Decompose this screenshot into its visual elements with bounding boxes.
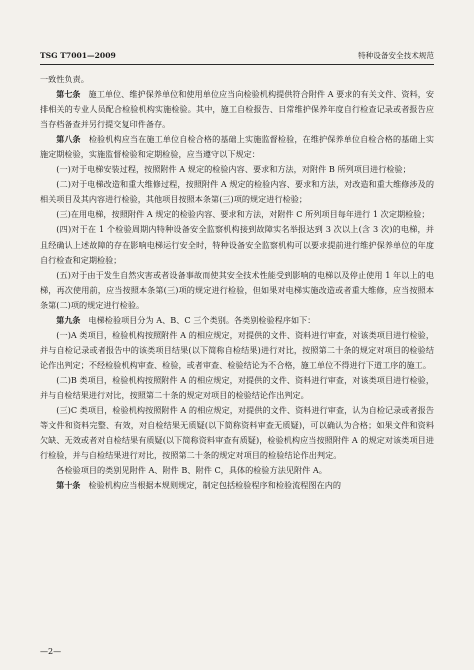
article-9-label: 第九条: [56, 315, 81, 325]
article-9-item-a: (一)A 类项目，检验机构按照附件 A 的相应规定，对提供的文件、资料进行审查，对该类项目进行检验，并与自检记录或者报告中的该类项目结果(以下简称自检结果)进行对比，按照第二十条的规定对项目的检验结论作出判定；不经检验机构审查、检验，或者审查、检验结论为不合格，施工单位不得进行下道工序的施工。: [40, 329, 434, 370]
article-9-item-b: (二)B 类项目，检验机构按照附件 A 的相应规定，对提供的文件、资料进行审查，对该类项目进行检验，并与自检结果进行对比，按照第二十条的规定对项目的检验结论作出判定。: [40, 374, 434, 400]
article-9-item-c: (三)C 类项目，检验机构按照附件 A 的相应规定，对提供的文件、资料进行审查，认为自检记录或者报告等文件和资料完整、有效，对自检结果无质疑(以下简称资料审查无质疑)，可以确认为合格；如果文件和资料欠缺、无效或者对自检结果有质疑(以下简称资料审查有质疑)，检验机构应当按照附件 A 的规定对该类项目进行检验，并与自检结果进行对比，按照第二十条的规定对项目的检验结论作出判定。: [40, 405, 434, 461]
article-8-text: 检验机构应当在施工单位自检合格的基础上实施监督检验，在维护保养单位自检合格的基础上实施定期检验，实施监督检验和定期检验，应当遵守以下规定：: [40, 134, 434, 160]
article-7: [40, 87, 434, 132]
page-header: [40, 50, 434, 62]
article-10-text: 检验机构应当根据本规则规定，制定包括检验程序和检验流程图在内的: [80, 480, 342, 491]
article-9-text: 电梯检验项目分为 A、B、C 三个类别。各类别检验程序如下：: [80, 314, 316, 325]
article-8-item-1: (一)对于电梯安装过程，按照附件 A 规定的检验内容、要求和方法，对附件 B 所列项目进行检验；: [56, 164, 411, 175]
header-rule: [40, 64, 434, 65]
article-8: [40, 132, 434, 162]
article-7-label: 第七条: [56, 90, 81, 100]
paragraph-continuation: 一致性负责。: [40, 74, 89, 84]
article-8-label: 第八条: [56, 135, 81, 145]
document-series-title: 特种设备安全技术规范: [358, 51, 434, 60]
article-10-label: 第十条: [56, 481, 81, 491]
article-8-item-5: (五)对于由于发生自然灾害或者设备事故而使其安全技术性能受到影响的电梯以及停止使用 1 年以上的电梯，再次使用前，应当按照本条第(三)项的规定进行检验，但如果对电梯实施改造或者重大维修，应当按照本条第(二)项的规定进行检验。: [40, 269, 434, 310]
page-number: —2—: [40, 647, 62, 656]
article-9: [40, 313, 434, 328]
article-8-item-4: (四)对于在 1 个检验周期内特种设备安全监察机构接到故障实名举报达到 3 次以上(含 3 次)的电梯，并且经确认上述故障的存在影响电梯运行安全时，特种设备安全监察机构可以要求提前进行维护保养单位的年度自行检查和定期检验；: [40, 224, 434, 265]
document-body: [40, 72, 434, 640]
article-7-text: 施工单位、维护保养单位和使用单位应当向检验机构提供符合附件 A 要求的有关文件、资料，安排相关的专业人员配合检验机构实施检验。其中，施工自检报告、日常维护保养年度自行检查记录或者报告应当存档备查并另行提交复印件备存。: [40, 89, 434, 130]
article-8-item-2: (二)对于电梯改造和重大维修过程，按照附件 A 规定的检验内容、要求和方法，对改造和重大维修涉及的相关项目及其内容进行检验，其他项目按照本条第(三)项的规定进行检验；: [40, 179, 434, 205]
article-9-note: 各检验项目的类别见附件 A、附件 B、附件 C，具体的检验方法见附件 A。: [56, 465, 327, 476]
article-8-item-3: (三)在用电梯，按照附件 A 规定的检验内容、要求和方法，对附件 C 所列项目每年进行 1 次定期检验；: [56, 209, 430, 220]
article-10: [40, 478, 434, 493]
document-code: TSG T7001—2009: [40, 51, 116, 60]
